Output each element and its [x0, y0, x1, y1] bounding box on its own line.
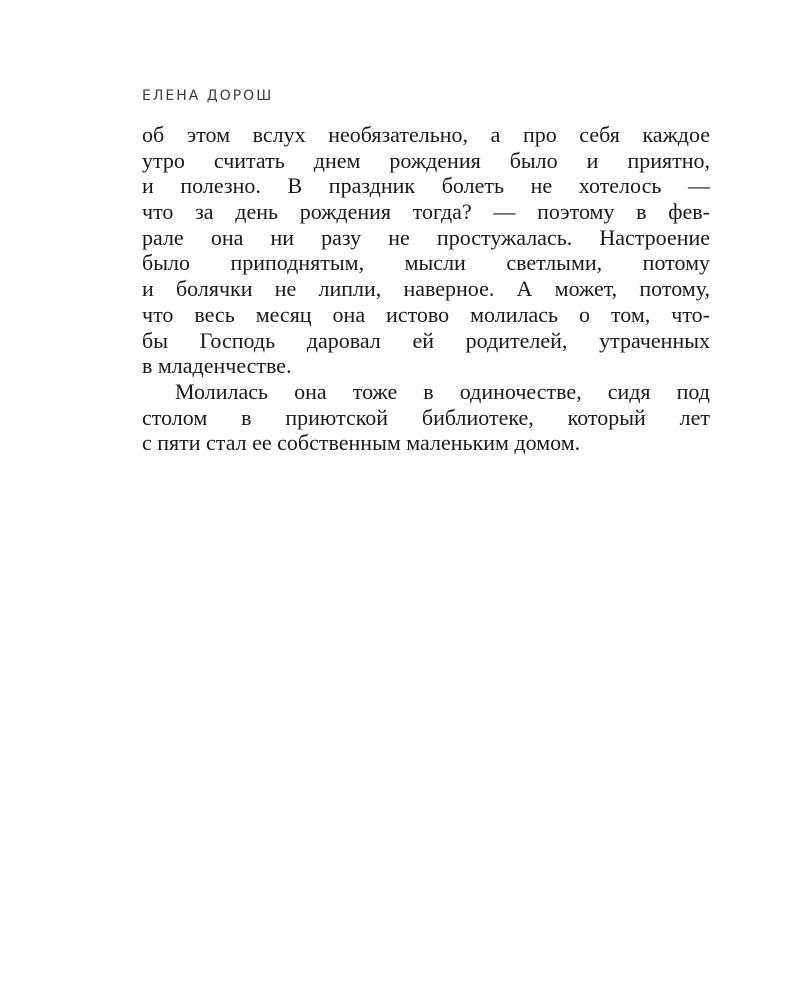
running-head-author: ЕЛЕНА ДОРОШ — [142, 88, 274, 104]
text-line: Молилась она тоже в одиночестве, сидя под — [175, 378, 710, 404]
body-text — [142, 122, 710, 456]
text-line: и болячки не липли, наверное. А может, потому, — [142, 276, 710, 302]
text-line: рале она ни разу не простужалась. Настроение — [142, 224, 710, 250]
paragraph-2 — [142, 379, 710, 456]
text-line: и полезно. В праздник болеть не хотелось — — [142, 173, 710, 199]
text-line: с пяти стал ее собственным маленьким домом. — [142, 430, 581, 456]
text-line: что за день рождения тогда? — поэтому в фев- — [142, 199, 710, 225]
text-line: в младенчестве. — [142, 353, 292, 379]
text-line: об этом вслух необязательно, а про себя каждое — [142, 122, 710, 147]
text-line: утро считать днем рождения было и приятно, — [142, 147, 710, 173]
paragraph-1 — [142, 122, 710, 379]
text-line: столом в приютской библиотеке, который лет — [142, 404, 710, 430]
text-line: бы Господь даровал ей родителей, утраченных — [142, 327, 710, 353]
text-line: что весь месяц она истово молилась о том, что- — [142, 301, 710, 327]
text-line: было приподнятым, мысли светлыми, потому — [142, 250, 710, 276]
